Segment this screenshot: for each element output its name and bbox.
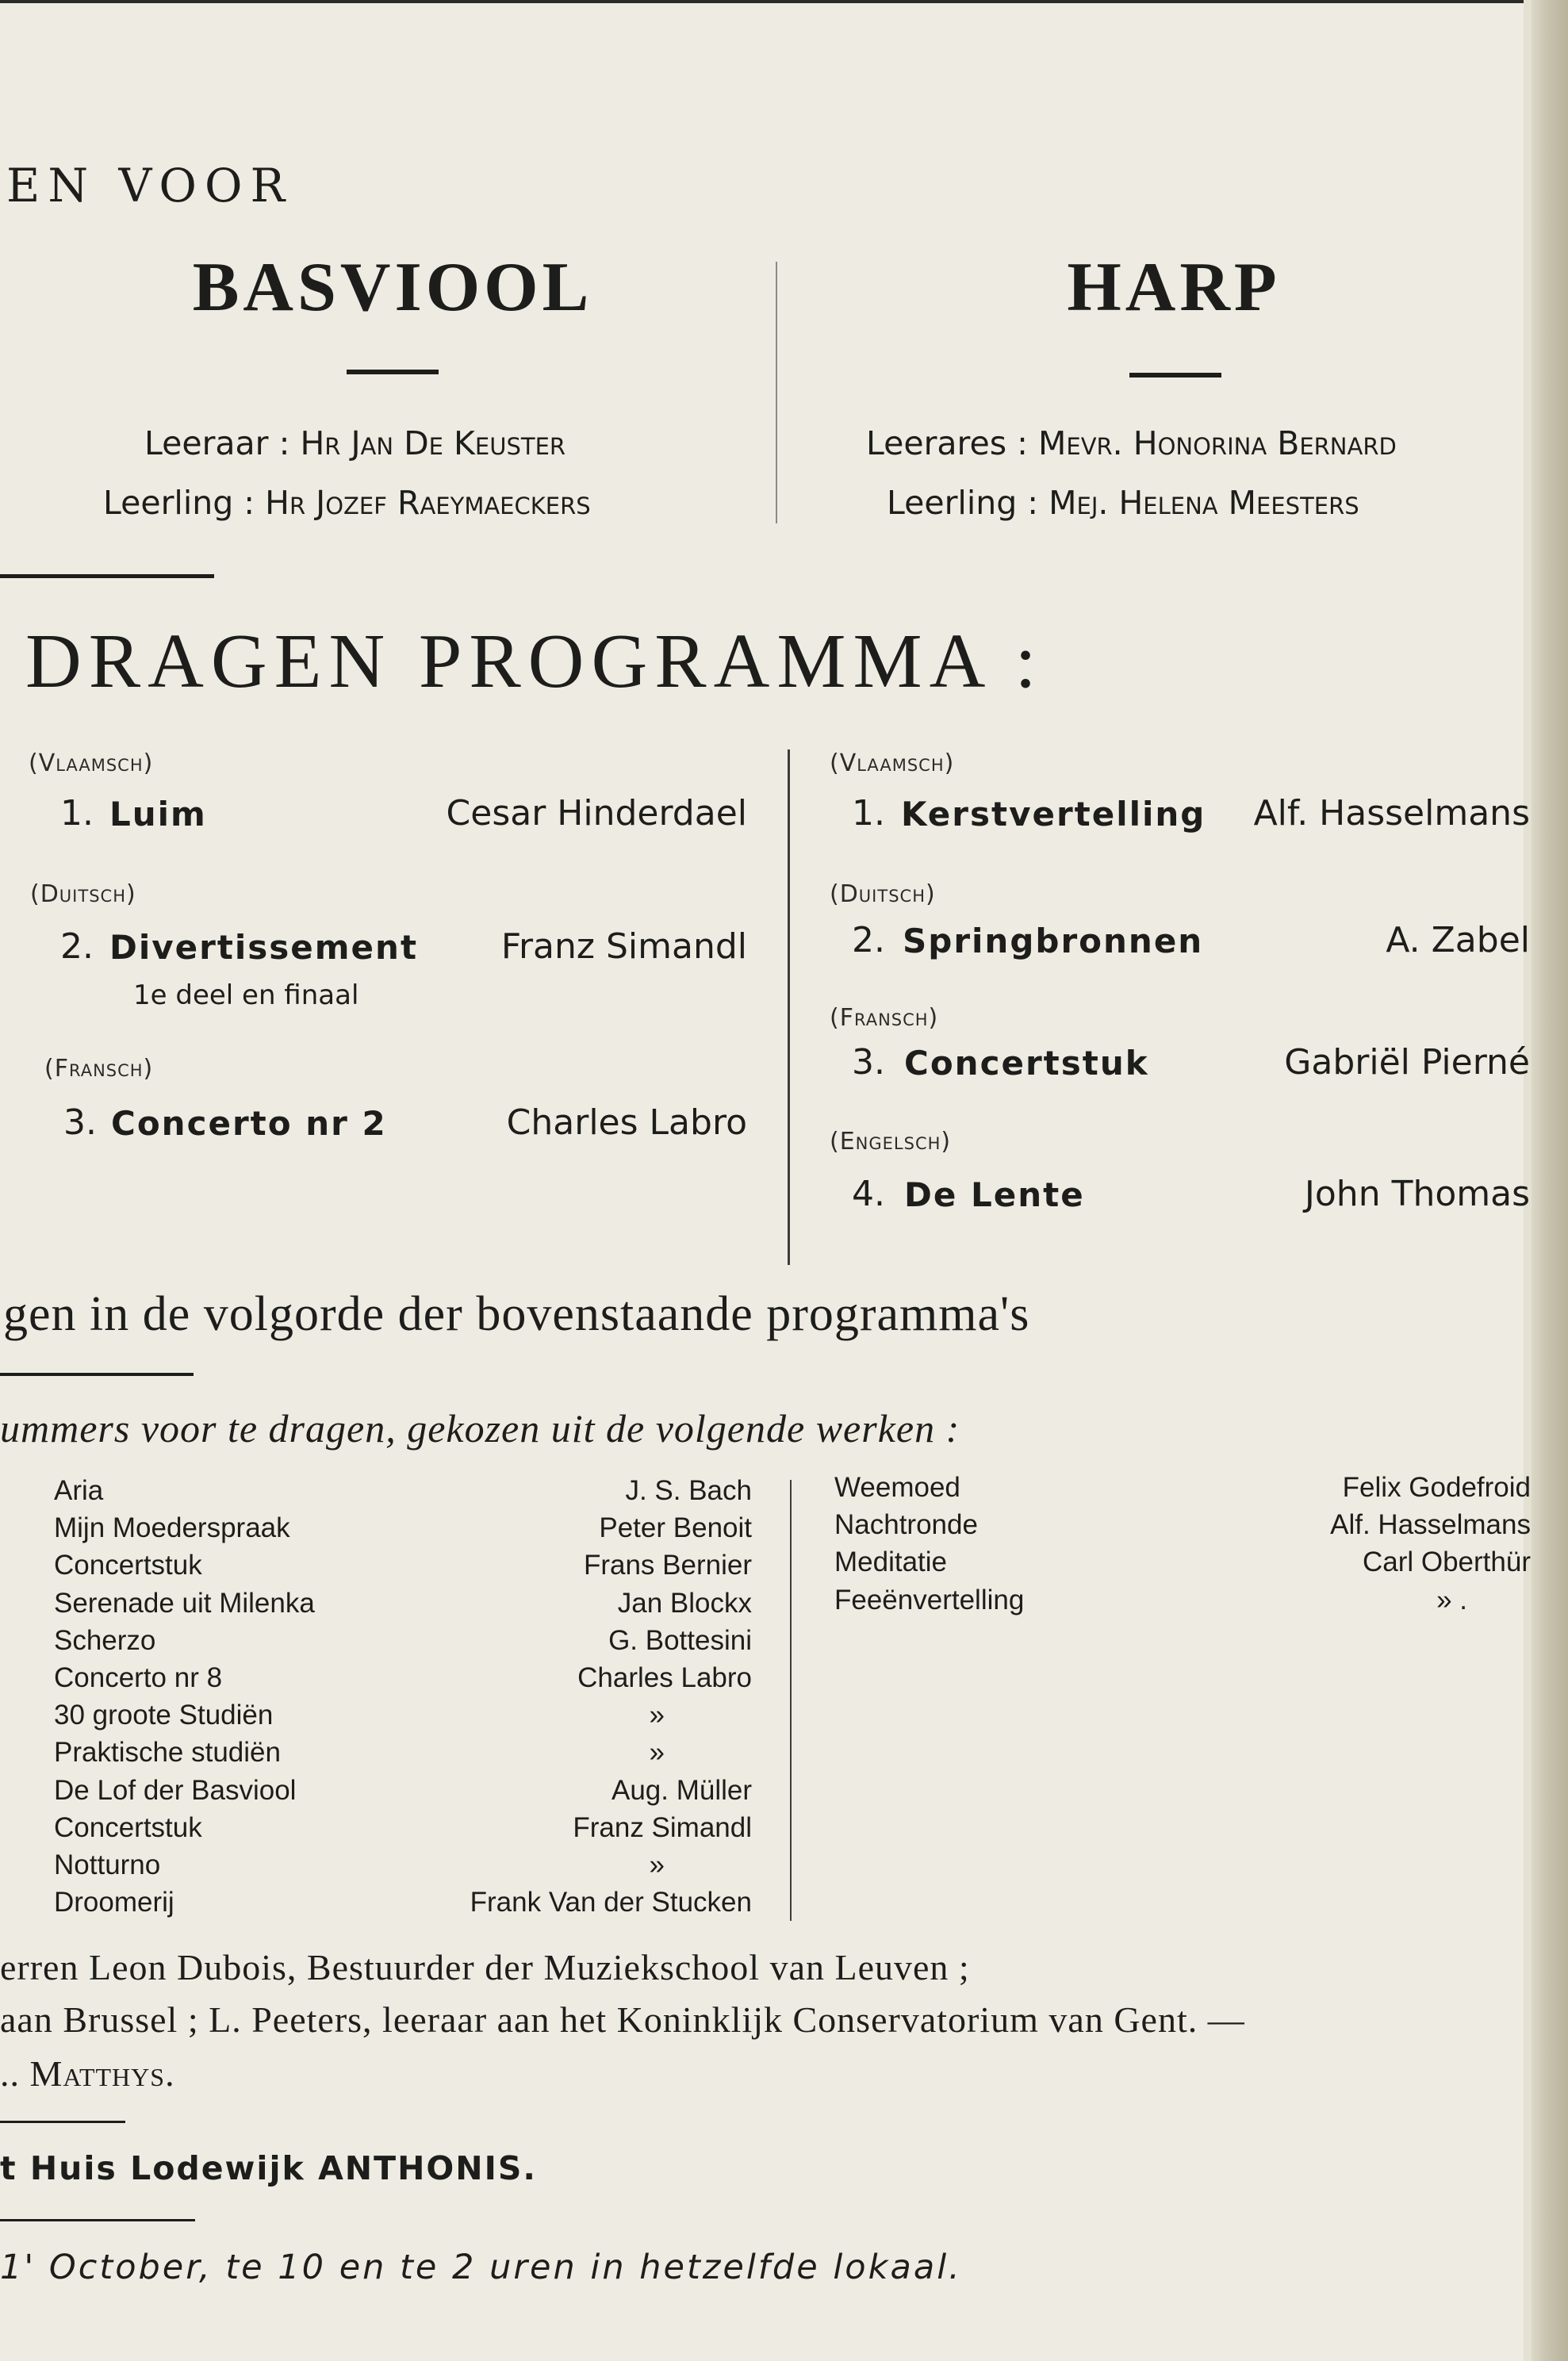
section-title-harp: HARP — [1067, 249, 1281, 326]
language-label: (Vlaamsch) — [29, 749, 154, 777]
list-composer: Felix Godefroid — [1342, 1472, 1531, 1503]
program-composer: Franz Simandl — [500, 926, 747, 967]
list-work: Notturno — [54, 1849, 161, 1881]
list-composer: » — [649, 1737, 665, 1769]
page-edge — [1532, 0, 1568, 2361]
list-work: De Lof der Basviool — [54, 1774, 297, 1806]
program-composer: Cesar Hinderdael — [446, 793, 747, 834]
list-item — [54, 1509, 752, 1547]
section-rule — [0, 574, 214, 578]
list-work: Meditatie — [834, 1547, 948, 1578]
header-fragment: EN VOOR — [6, 159, 293, 213]
list-work: Feeënvertelling — [834, 1584, 1025, 1616]
list-item — [54, 1585, 752, 1622]
program-composer: Gabriël Pierné — [1284, 1042, 1530, 1083]
list-item — [834, 1506, 1531, 1543]
jury-line-3 — [0, 2052, 175, 2095]
program-composer: John Thomas — [1304, 1174, 1530, 1214]
list-composer: Alf. Hasselmans — [1330, 1509, 1531, 1541]
section-title-basviool: BASVIOOL — [192, 249, 593, 326]
program-title: DRAGEN PROGRAMMA : — [25, 619, 1044, 704]
top-rule — [0, 0, 1531, 3]
list-work: Mijn Moederspraak — [54, 1512, 290, 1544]
program-work: Kerstvertelling — [901, 795, 1206, 834]
teacher-label: Leeraar : — [144, 424, 290, 462]
list-item — [834, 1469, 1531, 1506]
list-item — [54, 1884, 752, 1921]
teacher-label: Leerares : — [866, 424, 1028, 462]
list-work: Aria — [54, 1475, 104, 1506]
program-number: 3. — [852, 1042, 885, 1083]
list-item — [54, 1622, 752, 1659]
list-composer: Charles Labro — [577, 1662, 752, 1694]
list-item — [54, 1809, 752, 1846]
jury-line-2 — [0, 1999, 1245, 2041]
harp-work-list — [834, 1469, 1531, 1619]
list-item — [54, 1472, 752, 1509]
student-name: Mej. Helena Meesters — [1049, 484, 1359, 522]
language-label: (Fransch) — [44, 1055, 154, 1083]
basviool-work-list — [54, 1472, 752, 1921]
list-composer: » — [649, 1700, 665, 1731]
dates-line: 1' October, te 10 en te 2 uren in hetzelfde lokaal. — [0, 2248, 962, 2287]
student-line — [887, 484, 1359, 522]
choice-instruction: ummers voor te dragen, gekozen uit de volgende werken : — [0, 1406, 960, 1451]
list-item — [54, 1846, 752, 1884]
list-composer: Frank Van der Stucken — [470, 1887, 752, 1918]
list-divider — [790, 1480, 792, 1921]
list-item — [834, 1581, 1531, 1619]
language-label: (Fransch) — [830, 1004, 939, 1032]
language-label: (Engelsch) — [830, 1128, 952, 1156]
student-name: Hr Jozef Raeymaeckers — [265, 484, 591, 522]
order-instruction: gen in de volgorde der bovenstaande programma's — [3, 1287, 1030, 1341]
section-rule — [0, 2121, 125, 2123]
program-number: 3. — [63, 1102, 97, 1143]
list-item — [54, 1772, 752, 1809]
section-rule — [0, 1373, 194, 1376]
list-work: Nachtronde — [834, 1509, 978, 1541]
program-work: Concertstuk — [904, 1044, 1149, 1083]
list-work: 30 groote Studiën — [54, 1700, 274, 1731]
program-number: 1. — [852, 793, 885, 834]
program-number: 2. — [60, 926, 94, 967]
list-work: Concertstuk — [54, 1550, 202, 1581]
student-line — [103, 484, 591, 522]
list-composer: Aug. Müller — [611, 1774, 752, 1806]
list-work: Praktische studiën — [54, 1737, 281, 1769]
venue-line: t Huis Lodewijk ANTHONIS. — [0, 2149, 537, 2187]
program-composer: Charles Labro — [506, 1102, 747, 1143]
program-number: 4. — [852, 1174, 885, 1214]
list-item — [54, 1696, 752, 1734]
list-item — [54, 1734, 752, 1771]
list-work: Concertstuk — [54, 1811, 202, 1843]
list-item — [54, 1659, 752, 1696]
list-composer: » — [649, 1849, 665, 1881]
program-number: 2. — [852, 920, 885, 960]
program-divider — [788, 749, 790, 1265]
list-composer: Franz Simandl — [573, 1811, 752, 1843]
list-work: Serenade uit Milenka — [54, 1587, 315, 1619]
list-composer: G. Bottesini — [608, 1624, 752, 1656]
program-work: Luim — [109, 795, 207, 834]
program-composer: Alf. Hasselmans — [1253, 793, 1530, 834]
list-work: Scherzo — [54, 1624, 156, 1656]
list-composer: Frans Bernier — [583, 1550, 752, 1581]
language-label: (Duitsch) — [30, 880, 136, 908]
jury-line-1 — [0, 1946, 970, 1988]
title-dash — [1129, 373, 1221, 378]
list-composer: » . — [1436, 1584, 1467, 1616]
list-item — [54, 1547, 752, 1584]
list-composer: Carl Oberthür — [1362, 1547, 1531, 1578]
student-label: Leerling : — [887, 484, 1039, 522]
list-work: Droomerij — [54, 1887, 174, 1918]
program-note: 1e deel en finaal — [133, 979, 359, 1011]
jury-text: erren Leon Dubois, Bestuurder der Muziekschool van Leuven ; — [0, 1947, 970, 1987]
teacher-line — [144, 424, 565, 462]
teacher-name: Hr Jan De Keuster — [300, 424, 566, 462]
list-work: Weemoed — [834, 1472, 960, 1503]
section-rule — [0, 2219, 195, 2221]
teacher-name: Mevr. Honorina Bernard — [1038, 424, 1397, 462]
header-divider — [776, 262, 777, 523]
language-label: (Vlaamsch) — [830, 749, 955, 777]
list-composer: J. S. Bach — [625, 1475, 752, 1506]
program-work: Concerto nr 2 — [111, 1104, 387, 1143]
list-composer: Peter Benoit — [599, 1512, 752, 1544]
program-work: Springbronnen — [903, 922, 1204, 960]
student-label: Leerling : — [103, 484, 255, 522]
list-work: Concerto nr 8 — [54, 1662, 223, 1694]
list-item — [834, 1543, 1531, 1581]
language-label: (Duitsch) — [830, 880, 936, 908]
program-number: 1. — [60, 793, 94, 834]
jury-text: aan Brussel ; L. Peeters, leeraar aan het Koninklijk Conservatorium van Gent. — — [0, 1999, 1245, 2040]
teacher-line — [866, 424, 1397, 462]
title-dash — [347, 370, 439, 374]
jury-text: .. Matthys. — [0, 2053, 175, 2094]
program-composer: A. Zabel — [1386, 920, 1530, 960]
program-work: De Lente — [904, 1175, 1085, 1214]
program-work: Divertissement — [109, 928, 419, 967]
list-composer: Jan Blockx — [617, 1587, 752, 1619]
